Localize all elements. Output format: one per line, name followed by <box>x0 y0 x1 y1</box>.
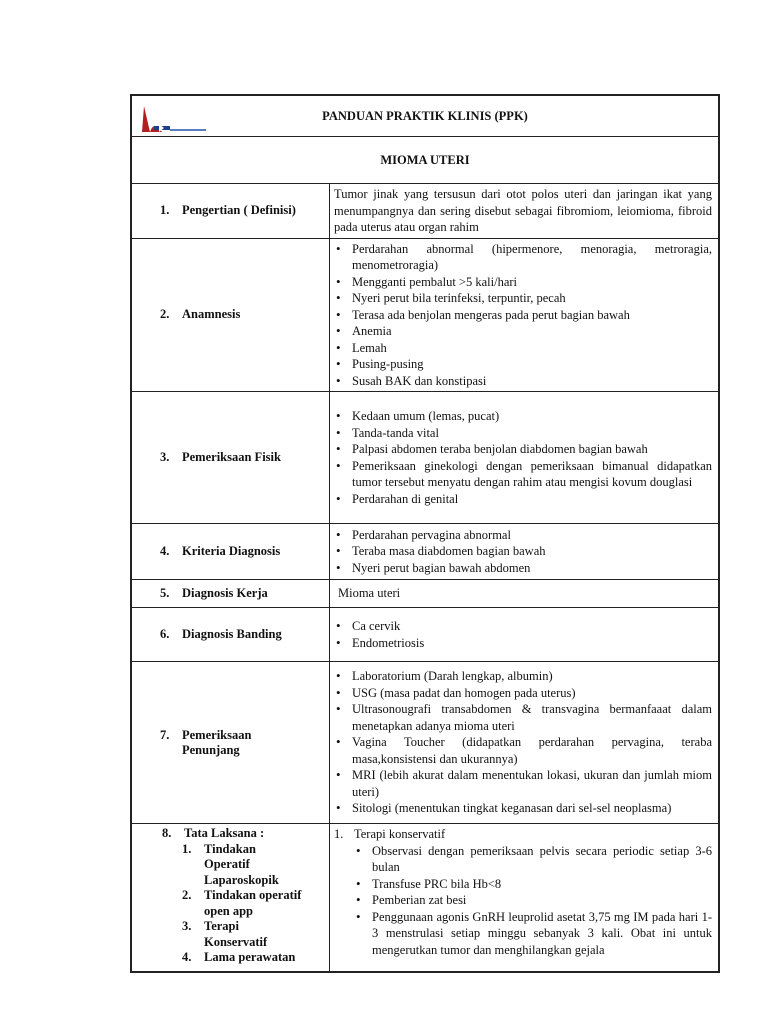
list-item: 2. Tindakan operatif open app <box>182 888 302 918</box>
section-content-pemeriksaan-fisik <box>330 392 719 524</box>
section-label-diagnosis-banding: 6. Diagnosis Banding <box>132 608 330 662</box>
list-item: • Pemberian zat besi <box>372 892 712 909</box>
list-item: • Ca cervik <box>352 618 712 635</box>
list-item: 1. Tindakan Operatif Laparoskopik <box>182 841 279 887</box>
list-item: • Susah BAK dan konstipasi <box>352 373 712 390</box>
list-item: • Lemah <box>352 340 712 357</box>
list-item: • Perdarahan di genital <box>352 491 712 508</box>
section-content-anamnesis <box>330 238 719 392</box>
section-content-kriteria-diagnosis <box>330 524 719 580</box>
list-item: • Laboratorium (Darah lengkap, albumin) <box>352 668 712 685</box>
section-content-pengertian: Tumor jinak yang tersusun dari otot polos uteri dan jaringan ikat yang menumpangnya dan sering disebut sebagai fibromiom, leiomioma, fibroid pada uterus atau organ rahim <box>330 184 719 239</box>
list-item: 4. Lama perawatan <box>182 950 296 964</box>
list-item: • Nyeri perut bila terinfeksi, terpuntir, pecah <box>352 290 712 307</box>
list-item: • Terasa ada benjolan mengeras pada perut bagian bawah <box>352 307 712 324</box>
section-label-pemeriksaan-fisik: 3. Pemeriksaan Fisik <box>132 392 330 524</box>
list-item: • Perdarahan abnormal (hipermenore, menoragia, metroragia, menometroragia) <box>352 241 712 274</box>
header-title-cell <box>132 96 719 137</box>
section-label-pengertian: 1. Pengertian ( Definisi) <box>132 184 330 239</box>
section-label-anamnesis: 2. Anamnesis <box>132 238 330 392</box>
list-item: • Anemia <box>352 323 712 340</box>
list-item: • Mengganti pembalut >5 kali/hari <box>352 274 712 291</box>
list-item: • Observasi dengan pemeriksaan pelvis secara periodic setiap 3-6 bulan <box>372 843 712 876</box>
list-item: • Teraba masa diabdomen bagian bawah <box>352 543 712 560</box>
list-item: • Palpasi abdomen teraba benjolan diabdomen bagian bawah <box>352 441 712 458</box>
list-item: • Nyeri perut bagian bawah abdomen <box>352 560 712 577</box>
list-item: • Transfuse PRC bila Hb<8 <box>372 876 712 893</box>
list-item: • Ultrasonougrafi transabdomen & transvagina bermanfaaat dalam menetapkan adanya mioma uteri <box>352 701 712 734</box>
list-item: • Vagina Toucher (didapatkan perdarahan pervagina, teraba masa,konsistensi dan ukurannya) <box>352 734 712 767</box>
section-content-tata-laksana: 1. Terapi konservatif • Observasi dengan pemeriksaan pelvis secara periodic setiap 3-6 bulan • Transfuse PRC bila Hb<8 • Pemberian zat besi • Penggunaan agonis GnRH leuprolid asetat 3,75 mg IM pada hari 1-3 menstrulasi setiap minggu sebanyak 3 kali. Obat ini untuk mengerutkan tumor dan menghilangkan gejala <box>330 824 719 972</box>
section-content-diagnosis-banding <box>330 608 719 662</box>
list-item: • Sitologi (menentukan tingkat keganasan dari sel-sel neoplasma) <box>352 800 712 817</box>
document-title: PANDUAN PRAKTIK KLINIS (PPK) <box>322 108 528 123</box>
list-item: • Pemeriksaan ginekologi dengan pemeriksaan bimanual didapatkan tumor tersebut menyatu dengan rahim atau mengisi kovum douglasi <box>352 458 712 491</box>
section-label-pemeriksaan-penunjang: 7. Pemeriksaan Penunjang <box>132 662 330 824</box>
list-item: • Tanda-tanda vital <box>352 425 712 442</box>
list-item: • Perdarahan pervagina abnormal <box>352 527 712 544</box>
section-label-diagnosis-kerja: 5. Diagnosis Kerja <box>132 580 330 608</box>
list-item: • Kedaan umum (lemas, pucat) <box>352 408 712 425</box>
list-item: • Pusing-pusing <box>352 356 712 373</box>
section-label-tata-laksana: 8. Tata Laksana : 1. Tindakan Operatif Laparoskopik 2. Tindakan operatif open app 3. Terapi Konservatif 4. Lama perawatan <box>132 824 330 972</box>
list-item: • USG (masa padat dan homogen pada uterus) <box>352 685 712 702</box>
hospital-logo <box>140 102 210 136</box>
section-content-diagnosis-kerja: Mioma uteri <box>330 580 719 608</box>
section-content-pemeriksaan-penunjang <box>330 662 719 824</box>
ppk-table <box>131 95 719 972</box>
list-item: • MRI (lebih akurat dalam menentukan lokasi, ukuran dan jumlah miom uteri) <box>352 767 712 800</box>
list-item: • Penggunaan agonis GnRH leuprolid asetat 3,75 mg IM pada hari 1-3 menstrulasi setiap minggu sebanyak 3 kali. Obat ini untuk mengerutkan tumor dan menghilangkan gejala <box>372 909 712 959</box>
section-label-kriteria-diagnosis: 4. Kriteria Diagnosis <box>132 524 330 580</box>
document-subtitle: MIOMA UTERI <box>132 137 719 184</box>
ppk-document <box>130 94 720 973</box>
list-item: • Endometriosis <box>352 635 712 652</box>
list-item: 3. Terapi Konservatif <box>182 919 268 949</box>
